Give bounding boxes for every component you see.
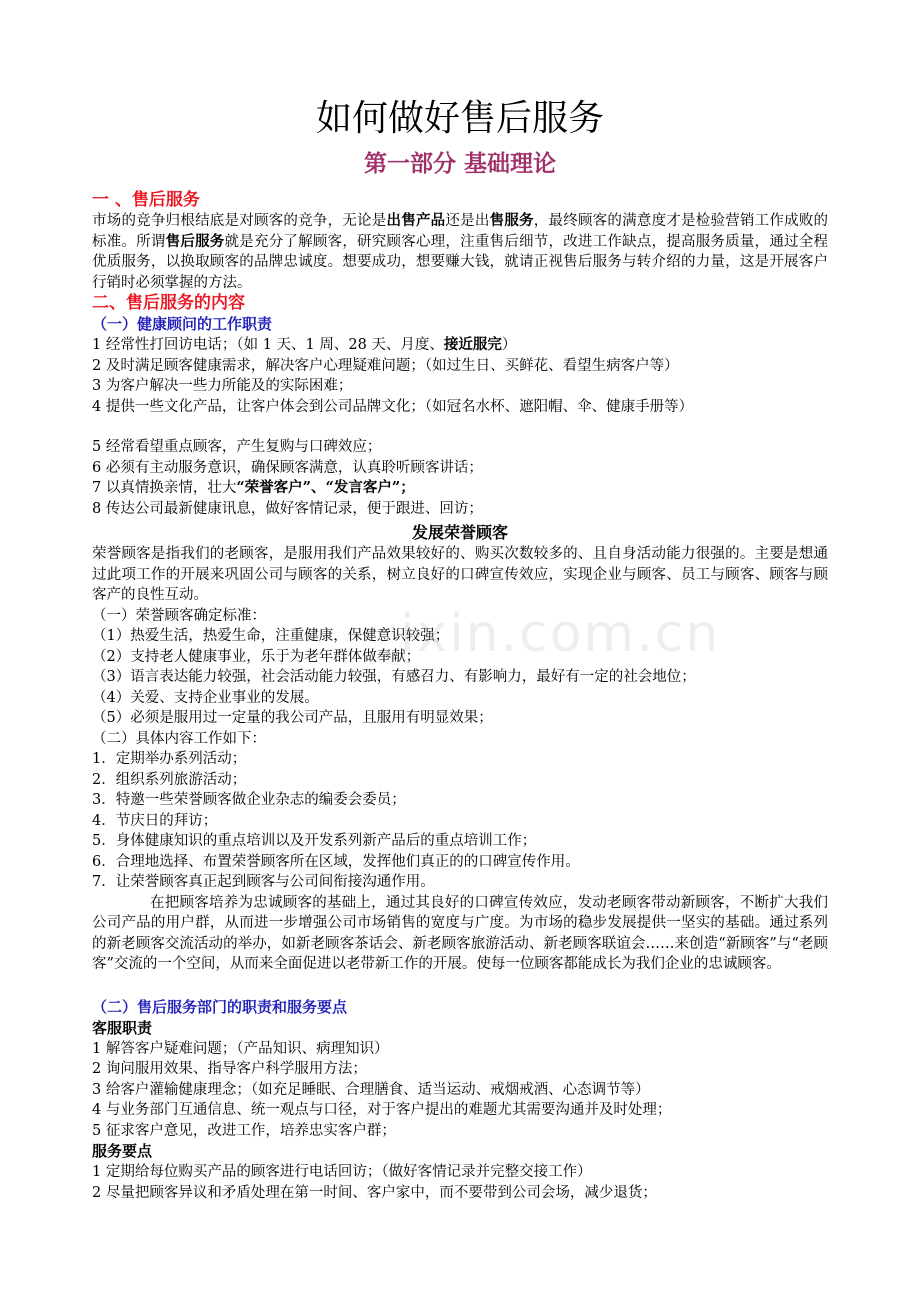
criteria-item: （4）关爱、支持企业事业的发展。 <box>92 689 319 706</box>
cs-item: 4 与业务部门互通信息、统一观点与口径，对于客户提出的难题尤其需要沟通并及时处理； <box>92 1102 672 1118</box>
section-1-paragraph: 市场的竞争归根结底是对顾客的竞争，无论是出售产品还是出售服务，最终顾客的满意度才是检验营销工作成败的标准。所谓售后服务就是充分了解顾客，研究顾客心理，注重售后细节，改进工作缺点，提高服务质量，通过全程优质服务，以换取顾客的品牌忠诚度。想要成功，想要赚大钱，就请正视售后服务与转介绍的力量，这是开展客户行销时必须掌握的方法。 <box>92 212 829 291</box>
subsection-2-heading: （二）售后服务部门的职责和服务要点 <box>92 997 348 1016</box>
work-item: 3．特邀一些荣誉顾客做企业杂志的编委会委员； <box>92 792 406 808</box>
part-subtitle: 第一部分 基础理论 <box>363 150 556 177</box>
criteria-item: （2）支持老人健康事业，乐于为老年群体做奉献； <box>92 648 421 665</box>
duty-item: 6 必须有主动服务意识，确保顾客满意，认真聆听顾客讲话； <box>92 459 483 476</box>
duty-item: 5 经常看望重点顾客，产生复购与口碑效应； <box>92 439 382 455</box>
work-item: 6．合理地选择、布置荣誉顾客所在区域，发挥他们真正的的口碑宣传作用。 <box>92 853 580 870</box>
work-item: 7．让荣誉顾客真正起到顾客与公司间衔接沟通作用。 <box>92 874 435 890</box>
work-title: （二）具体内容工作如下： <box>92 730 266 747</box>
section-1-heading: 一 、售后服务 <box>92 190 200 210</box>
service-point-item: 1 定期给每位购买产品的顾客进行电话回访；（做好客情记录并完整交接工作） <box>92 1164 592 1180</box>
cs-item: 3 给客户灌输健康理念；（如充足睡眠、合理膳食、适当运动、戒烟戒酒、心态调节等） <box>92 1081 650 1098</box>
service-point-item: 2 尽量把顾客异议和矛盾处理在第一时间、客户家中，而不要带到公司会场，减少退货； <box>92 1184 657 1201</box>
section-2-heading: 二、售后服务的内容 <box>92 293 245 313</box>
criteria-item: （1）热爱生活，热爱生命，注重健康，保健意识较强； <box>92 628 450 644</box>
subsection-1-heading: （一）健康顾问的工作职责 <box>92 315 273 333</box>
honor-heading: 发展荣誉顾客 <box>411 523 508 542</box>
criteria-item: （5）必须是服用过一定量的我公司产品，且服用有明显效果； <box>92 710 493 726</box>
blank-line <box>92 417 828 437</box>
duty-item: 2 及时满足顾客健康需求，解决客户心理疑难问题；（如过生日、买鲜花、看望生病客户等） <box>92 357 679 374</box>
honor-intro: 荣誉顾客是指我们的老顾客，是服用我们产品效果较好的、购买次数较多的、且自身活动能力很强的。主要是想通过此项工作的开展来巩固公司与顾客的关系，树立良好的口碑宣传效应，实现企业与顾客、员工与顾客、顾客与顾客产的良性互动。 <box>92 546 828 603</box>
cs-item: 1 解答客户疑难问题；（产品知识、病理知识） <box>92 1040 389 1057</box>
work-item: 4．节庆日的拜访； <box>92 812 218 829</box>
work-item: 5．身体健康知识的重点培训以及开发系列新产品后的重点培训工作； <box>92 833 537 849</box>
document-title: 如何做好售后服务 <box>315 98 604 139</box>
cs-item: 5 征求客户意见，改进工作，培养忠实客户群； <box>92 1122 396 1139</box>
work-item: 1．定期举办系列活动； <box>92 751 247 767</box>
duty-item: 4 提供一些文化产品，让客户体会到公司品牌文化；（如冠名水杯、遮阳帽、伞、健康手册等） <box>92 398 694 415</box>
work-item: 2．组织系列旅游活动； <box>92 771 247 788</box>
service-points-heading: 服务要点 <box>92 1142 153 1160</box>
duty-item: 7 以真情换亲情，壮大“荣誉客户”、“发言客户”； <box>92 479 415 496</box>
blank-line <box>92 975 828 997</box>
watermark: ixin.com.cn <box>400 604 721 664</box>
document-page <box>92 96 828 1203</box>
summary-paragraph: 在把顾客培养为忠诚顾客的基础上，通过其良好的口碑宣传效应，发动老顾客带动新顾客，不断扩大我们公司产品的用户群，从而进一步增强公司市场销售的宽度与广度。为市场的稳步发展提供一坚实的基础。通过系列的新老顾客交流活动的举办，如新老顾客茶话会、新老顾客旅游活动、新老顾客联谊会……来创造“新顾客”与“老顾客”交流的一个空间，从而来全面促进以老带新工作的开展。使每一位顾客都能成长为我们企业的忠诚顾客。 <box>92 894 828 972</box>
criteria-item: （3）语言表达能力较强，社会活动能力较强，有感召力、有影响力，最好有一定的社会地位； <box>92 669 696 685</box>
cs-duties-heading: 客服职责 <box>92 1018 153 1037</box>
duty-item: 3 为客户解决一些力所能及的实际困难； <box>92 378 353 394</box>
cs-item: 2 询问服用效果、指导客户科学服用方法； <box>92 1061 367 1077</box>
criteria-title: （一）荣誉顾客确定标准： <box>92 607 266 624</box>
duty-item: 8 传达公司最新健康讯息，做好客情记录，便于跟进、回访； <box>92 500 483 517</box>
duty-item: 1 经常性打回访电话；（如 1 天、1 周、28 天、月度、接近服完） <box>92 336 517 353</box>
